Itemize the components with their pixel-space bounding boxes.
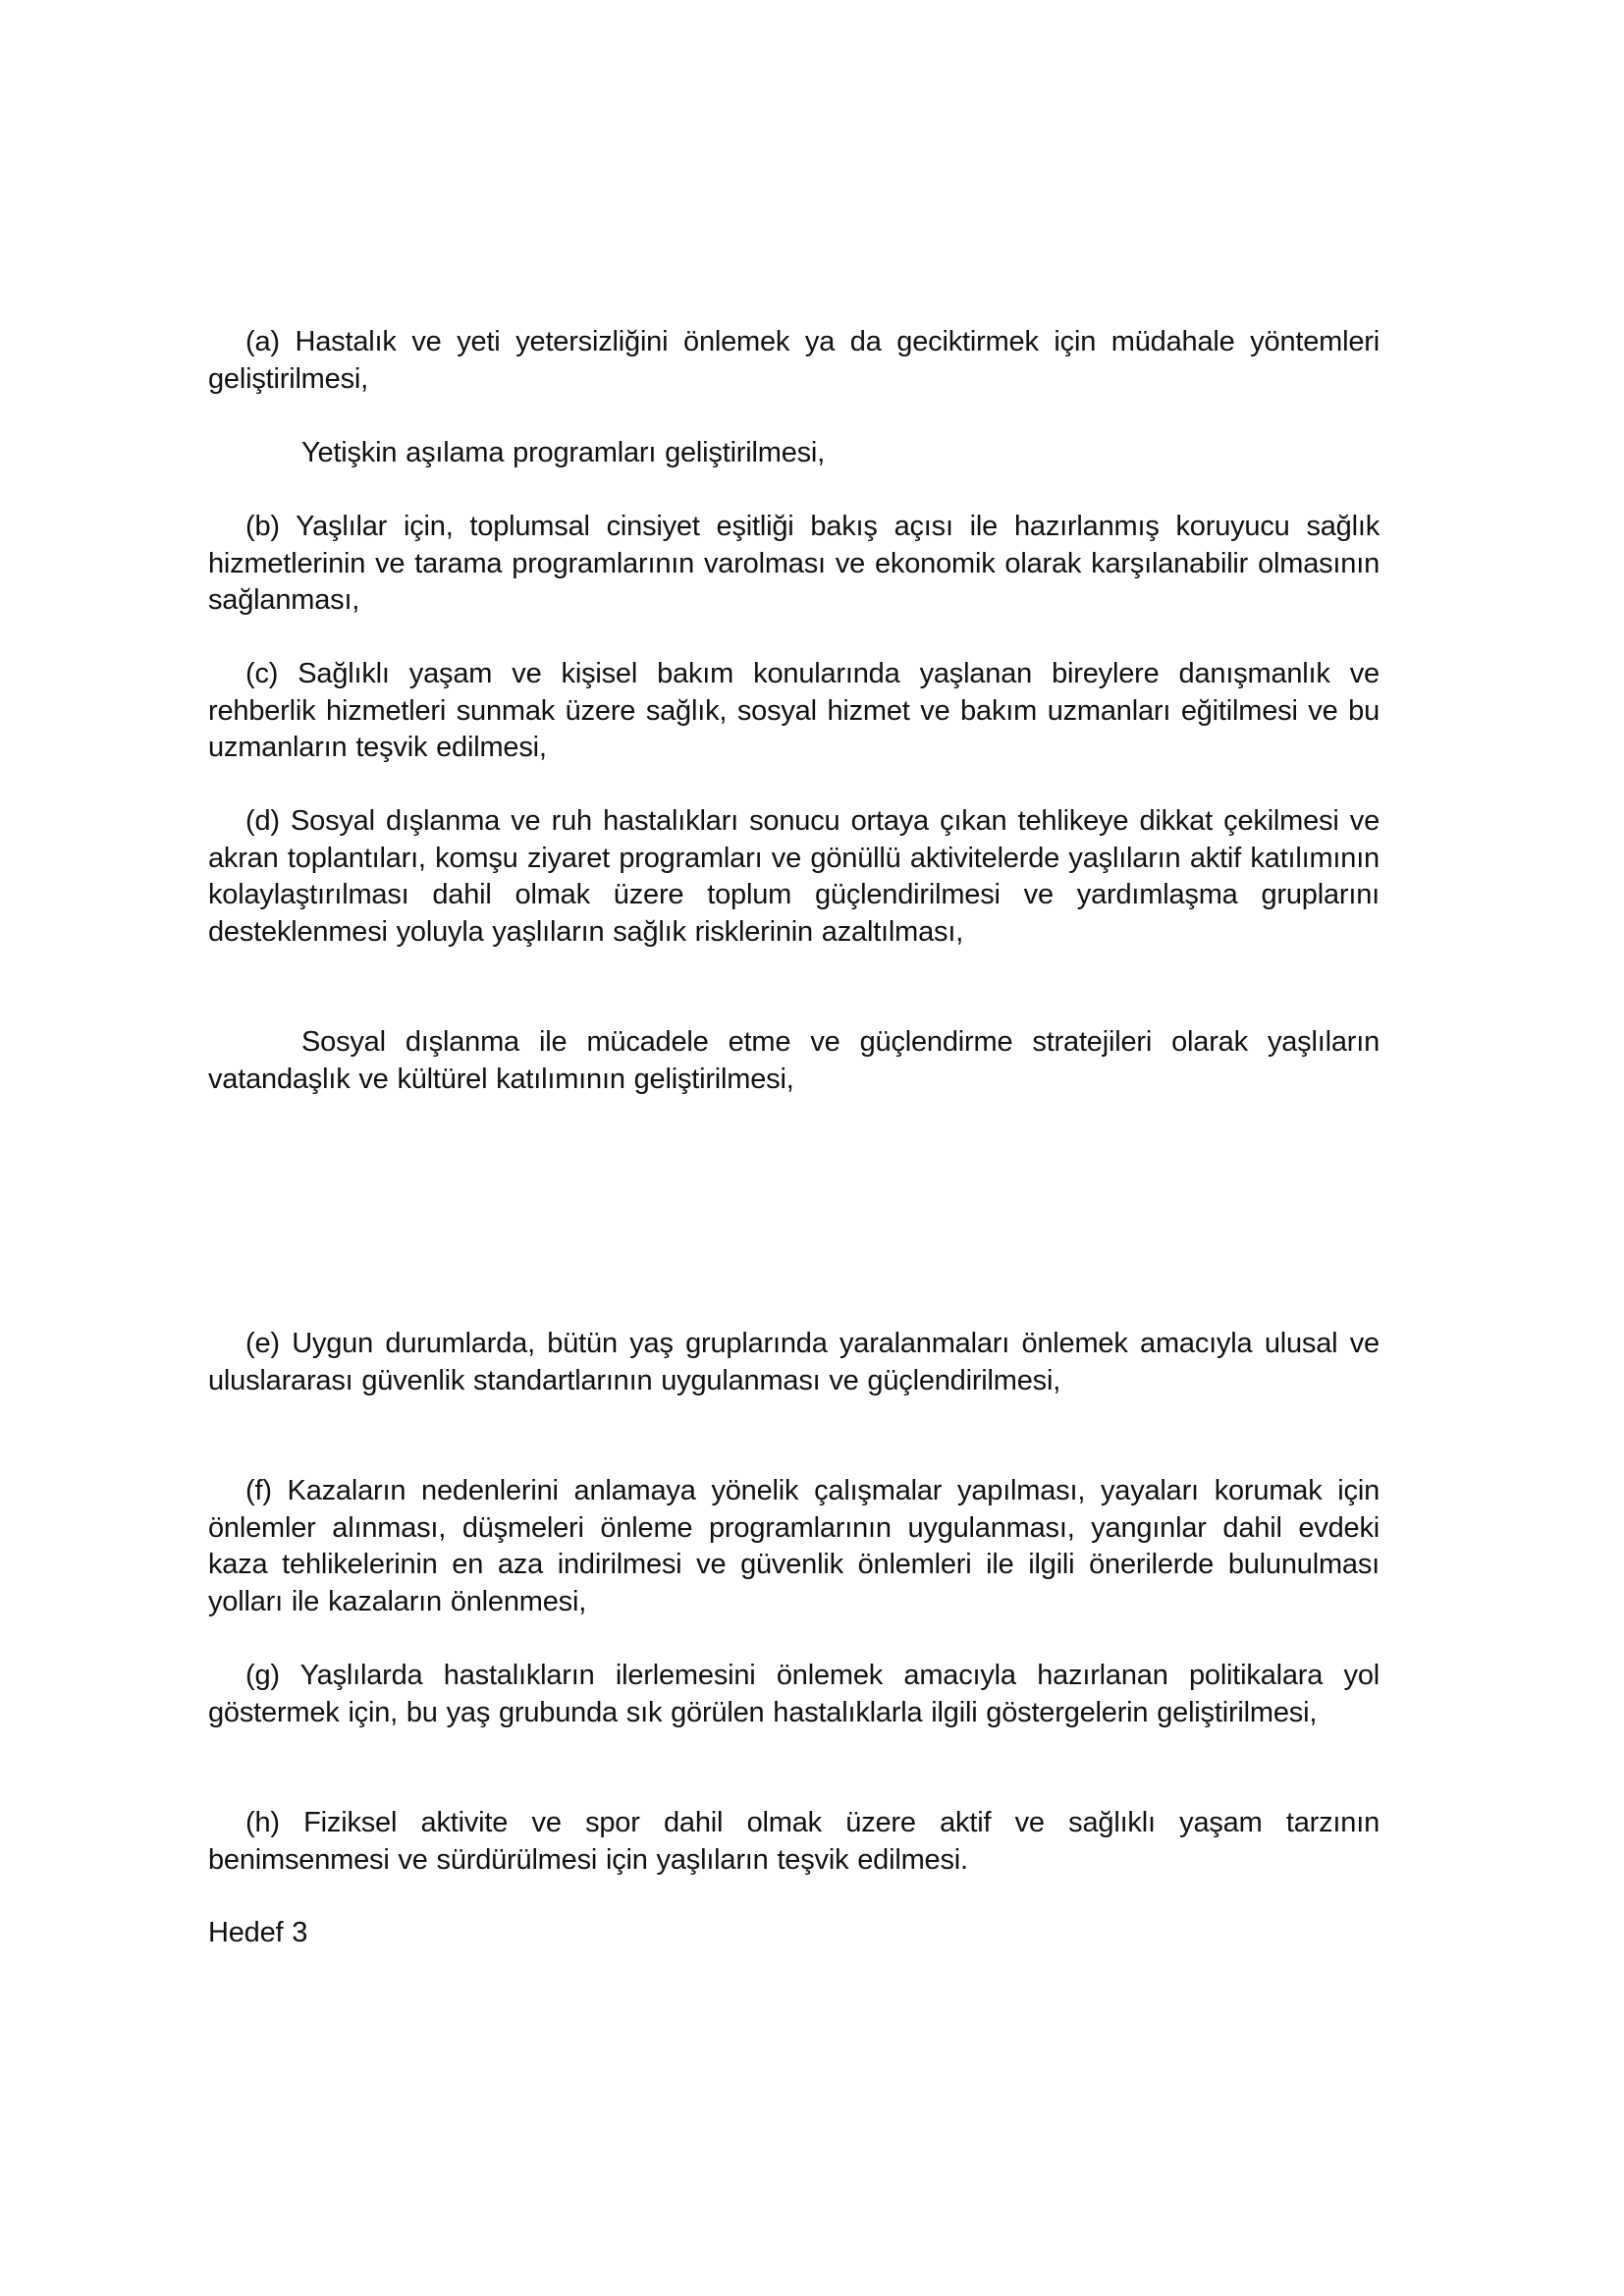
paragraph-d: (d) Sosyal dışlanma ve ruh hastalıkları sonucu ortaya çıkan tehlikeye dikkat çekilmesi ve akran toplantıları, komşu ziyaret programları ve gönüllü aktivitelerde yaşlıların aktif katılımının kolaylaştırılması dahil olmak üzere toplum güçlendirilmesi ve yardımlaşma gruplarını desteklenmesi yoluyla yaşlıların sağlık risklerinin azaltılması, bbox=[208, 805, 1380, 948]
paragraph-e: (e) Uygun durumlarda, bütün yaş gruplarında yaralanmaları önlemek amacıyla ulusal ve uluslararası güvenlik standartlarının uygulanması ve güçlendirilmesi, bbox=[208, 1328, 1380, 1396]
paragraph-d-sub: Sosyal dışlanma ile mücadele etme ve güçlendirme stratejileri olarak yaşlıların vatandaşlık ve kültürel katılımının geliştirilmesi, bbox=[208, 1026, 1380, 1095]
paragraph-b: (b) Yaşlılar için, toplumsal cinsiyet eşitliği bakış açısı ile hazırlanmış koruyucu sağlık hizmetlerinin ve tarama programlarının varolması ve ekonomik olarak karşılanabilir olmasının sağlanması, bbox=[208, 511, 1380, 616]
paragraph-g: (g) Yaşlılarda hastalıkların ilerlemesini önlemek amacıyla hazırlanan politikalara yol göstermek için, bu yaş grubunda sık görülen hastalıklarla ilgili göstergelerin geliştirilmesi, bbox=[208, 1660, 1380, 1728]
section-heading: Hedef 3 bbox=[208, 1917, 308, 1948]
paragraph-h: (h) Fiziksel aktivite ve spor dahil olmak üzere aktif ve sağlıklı yaşam tarzının benimsenmesi ve sürdürülmesi için yaşlıların teşvik edilmesi. bbox=[208, 1807, 1380, 1876]
paragraph-a: (a) Hastalık ve yeti yetersizliğini önlemek ya da geciktirmek için müdahale yöntemleri geliştirilmesi, bbox=[208, 326, 1380, 395]
paragraph-c: (c) Sağlıklı yaşam ve kişisel bakım konularında yaşlanan bireylere danışmanlık ve rehberlik hizmetleri sunmak üzere sağlık, sosyal hizmet ve bakım uzmanları eğitilmesi ve bu uzmanların teşvik edilmesi, bbox=[208, 658, 1380, 763]
paragraph-a-sub: Yetişkin aşılama programları geliştirilmesi, bbox=[301, 437, 826, 468]
paragraph-f: (f) Kazaların nedenlerini anlamaya yönelik çalışmalar yapılması, yayaları korumak için önlemler alınması, düşmeleri önleme programlarının uygulanması, yangınlar dahil evdeki kaza tehlikelerinin en aza indirilmesi ve güvenlik önlemleri ile ilgili önerilerde bulunulması yolları ile kazaların önlenmesi, bbox=[208, 1475, 1380, 1617]
